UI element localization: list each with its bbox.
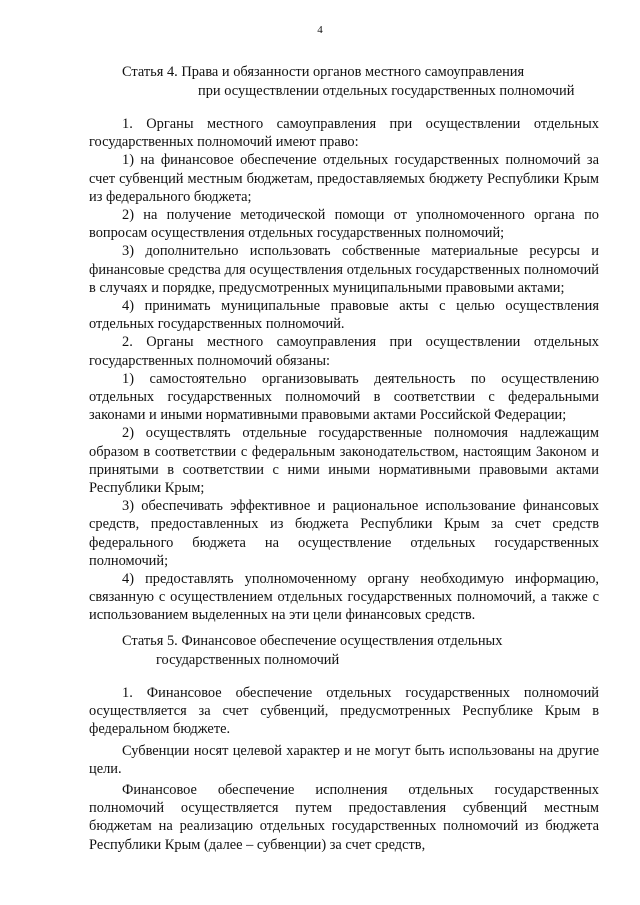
article-5-body [89,684,599,854]
article-5-paragraph: 1. Финансовое обеспечение отдельных государственных полномочий осуществляется за счет субвенций, предусмотренных Республике Крым в федеральном бюджете. [89,685,599,738]
article-4-body [89,115,599,625]
article-5-title-line-2: государственных полномочий [156,652,340,668]
article-4-title [122,63,574,101]
article-4-paragraph: 2. Органы местного самоуправления при осуществлении отдельных государственных полномочий обязаны: [89,334,599,369]
article-4-paragraph: 1) на финансовое обеспечение отдельных государственных полномочий за счет субвенций местным бюджетам, предоставляемых бюджету Республики Крым из федерального бюджета; [89,152,599,205]
article-4-paragraph: 2) осуществлять отдельные государственные полномочия надлежащим образом в соответствии с федеральным законодательством, настоящим Законом и принятыми в соответствии с ними иными нормативными правовыми актами Республики Крым; [89,425,599,497]
article-4-paragraph: 4) предоставлять уполномоченному органу необходимую информацию, связанную с осуществлением отдельных государственных полномочий, а также с использованием выделенных на эти цели финансовых средств. [89,571,599,624]
article-4-paragraph: 1. Органы местного самоуправления при осуществлении отдельных государственных полномочий имеют право: [89,116,599,151]
article-4-paragraph: 4) принимать муниципальные правовые акты с целью осуществления отдельных государственных полномочий. [89,298,599,333]
article-4-title-line-2: при осуществлении отдельных государственных полномочий [198,83,575,99]
article-5-paragraph: Финансовое обеспечение исполнения отдельных государственных полномочий осуществляется путем предоставления субвенций местным бюджетам на реализацию отдельных государственных полномочий из бюджета Республики Крым (далее – субвенции) за счет средств, [89,782,599,853]
article-4-paragraph: 2) на получение методической помощи от уполномоченного органа по вопросам осуществления отдельных государственных полномочий; [89,207,599,242]
article-4-paragraph: 3) дополнительно использовать собственные материальные ресурсы и финансовые средства для осуществления отдельных государственных полномочий в случаях и порядке, предусмотренных муниципальными правовыми актами; [89,243,599,296]
article-4-title-line-1: Статья 4. Права и обязанности органов местного самоуправления [122,64,525,80]
article-5-title-line-1: Статья 5. Финансовое обеспечение осуществления отдельных [122,633,503,649]
page-number: 4 [317,24,323,36]
article-5-title [122,632,502,670]
article-4-paragraph: 3) обеспечивать эффективное и рациональное использование финансовых средств, предоставленных из бюджета Республики Крым за счет средств федерального бюджета на осуществление отдельных государственных полномочий; [89,498,599,569]
article-4-paragraph: 1) самостоятельно организовывать деятельность по осуществлению отдельных государственных полномочий в соответствии с федеральными законами и иными нормативными правовыми актами Российской Федерации; [89,370,599,424]
article-5-paragraph: Субвенции носят целевой характер и не могут быть использованы на другие цели. [89,742,599,777]
